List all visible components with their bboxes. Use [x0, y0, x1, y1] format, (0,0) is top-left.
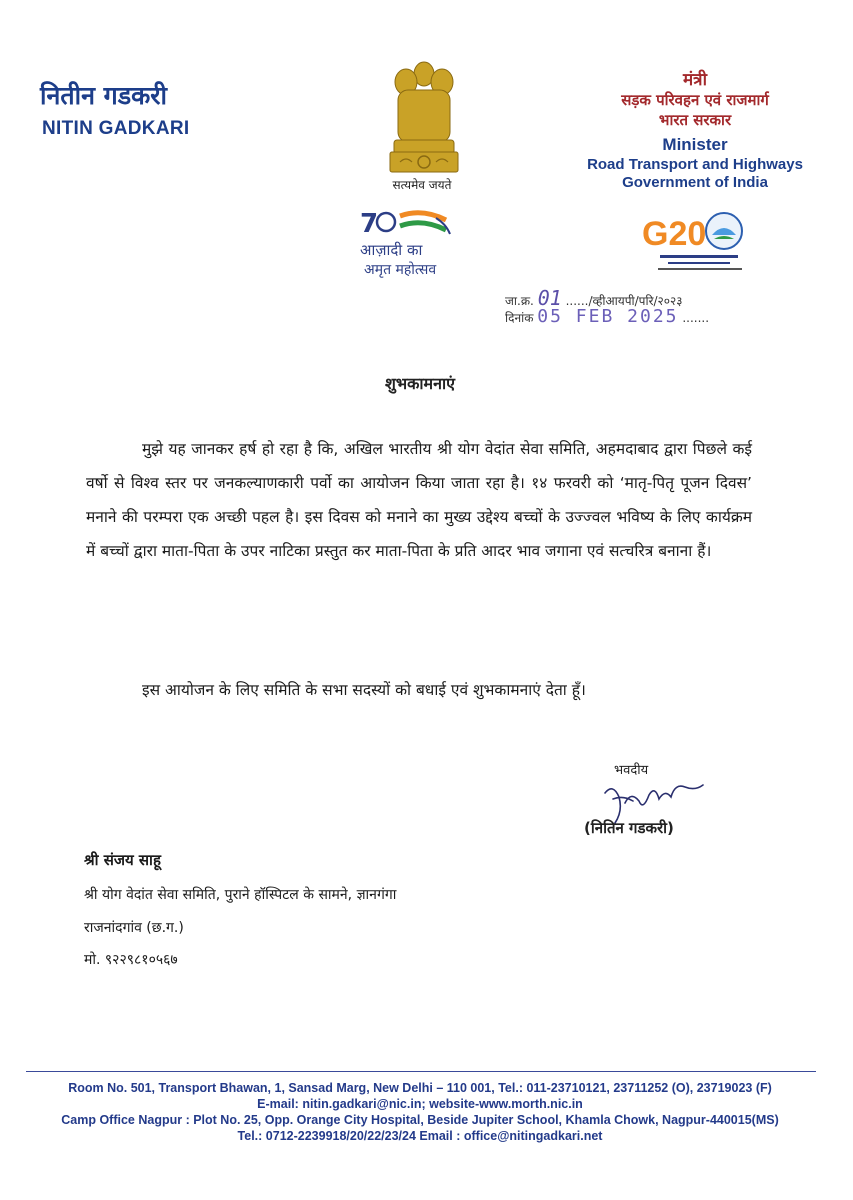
azadi-text-line2: अमृत महोत्सव — [364, 262, 437, 278]
minister-title-en: Minister — [662, 135, 728, 154]
minister-name-hindi: नितीन गडकरी — [40, 81, 168, 110]
govt-english: Government of India — [622, 174, 768, 191]
svg-text:7: 7 — [360, 209, 379, 239]
paragraph-1-text: मुझे यह जानकर हर्ष हो रहा है कि, अखिल भारतीय श्री योग वेदांत सेवा समिति, अहमदाबाद द्वारा पिछले कई वर्षो से विश्व स्तर पर जनकल्याणकारी पर्वो का आयोजन किया जाता रहा है। १४ फरवरी को ‘मातृ-पितृ पूजन दिवस’ मनाने की परम्परा एक अच्छी पहल है। इस दिवस को मनाने का मुख्य उद्देश्य बच्चों के उज्ज्वल भविष्य के लिए कार्यक्रम में बच्चों द्वारा माता-पिता के उपर नाटिका प्रस्तुत कर माता-पिता के प्रति आदर भाव जगाना एवं सत्चरित्र बनाना हैं। — [86, 440, 752, 560]
addressee-line-3: मो. ९२२९८१०५६७ — [84, 952, 178, 968]
azadi-text-line1: आज़ादी का — [360, 241, 423, 259]
minister-name-english: NITIN GADKARI — [42, 118, 190, 139]
g20-text: G20 — [642, 215, 707, 253]
mantri-title: मंत्री — [683, 70, 707, 90]
letter-paragraph-2: इस आयोजन के लिए समिति के सभा सदस्यों को बधाई एवं शुभकामनाएं देता हूँ। — [142, 681, 586, 699]
national-emblem-icon — [376, 52, 472, 182]
footer-line-4: Tel.: 0712-2239918/20/22/23/24 Email : office@nitingadkari.net — [237, 1129, 603, 1143]
signatory-name: (नितिन गडकरी) — [584, 819, 674, 837]
footer-line-1: Room No. 501, Transport Bhawan, 1, Sansad Marg, New Delhi – 110 001, Tel.: 011-23710121, 23711252 (O), 23719023 (F) — [68, 1081, 772, 1095]
letter-date: दिनांक 05 FEB 2025 ....... — [505, 306, 710, 327]
addressee-line-2: राजनांदगांव (छ.ग.) — [84, 920, 184, 936]
footer-line-2: E-mail: nitin.gadkari@nic.in; website-www.morth.nic.in — [257, 1097, 583, 1111]
date-label: दिनांक — [505, 311, 534, 325]
ref-suffix: ....../व्हीआयपी/परि/२०२३ — [565, 294, 683, 308]
ministry-header — [560, 70, 830, 192]
footer-line-3: Camp Office Nagpur : Plot No. 25, Opp. Orange City Hospital, Beside Jupiter School, Khamla Chowk, Nagpur-440015(MS) — [61, 1113, 779, 1127]
closing-salutation: भवदीय — [614, 763, 649, 778]
govt-hindi: भारत सरकार — [658, 111, 732, 129]
ref-label: जा.क्र. — [505, 294, 534, 308]
ministry-hindi: सड़क परिवहन एवं राजमार्ग — [621, 91, 769, 109]
ministry-english: Road Transport and Highways — [587, 156, 803, 173]
g20-logo-icon — [638, 205, 758, 285]
footer-divider — [26, 1071, 816, 1072]
emblem-motto: सत्यमेव जयते — [392, 178, 452, 192]
ref-number-stamp: 01 — [537, 286, 562, 310]
addressee-name: श्री संजय साहू — [84, 851, 161, 869]
letter-heading: शुभकामनाएं — [384, 374, 455, 393]
letter-paragraph-1 — [86, 432, 752, 568]
date-stamp: 05 FEB 2025 — [537, 306, 679, 327]
addressee-line-1: श्री योग वेदांत सेवा समिति, पुराने हॉस्पिटल के सामने, ज्ञानगंगा — [84, 887, 397, 903]
footer-address — [20, 1080, 820, 1144]
